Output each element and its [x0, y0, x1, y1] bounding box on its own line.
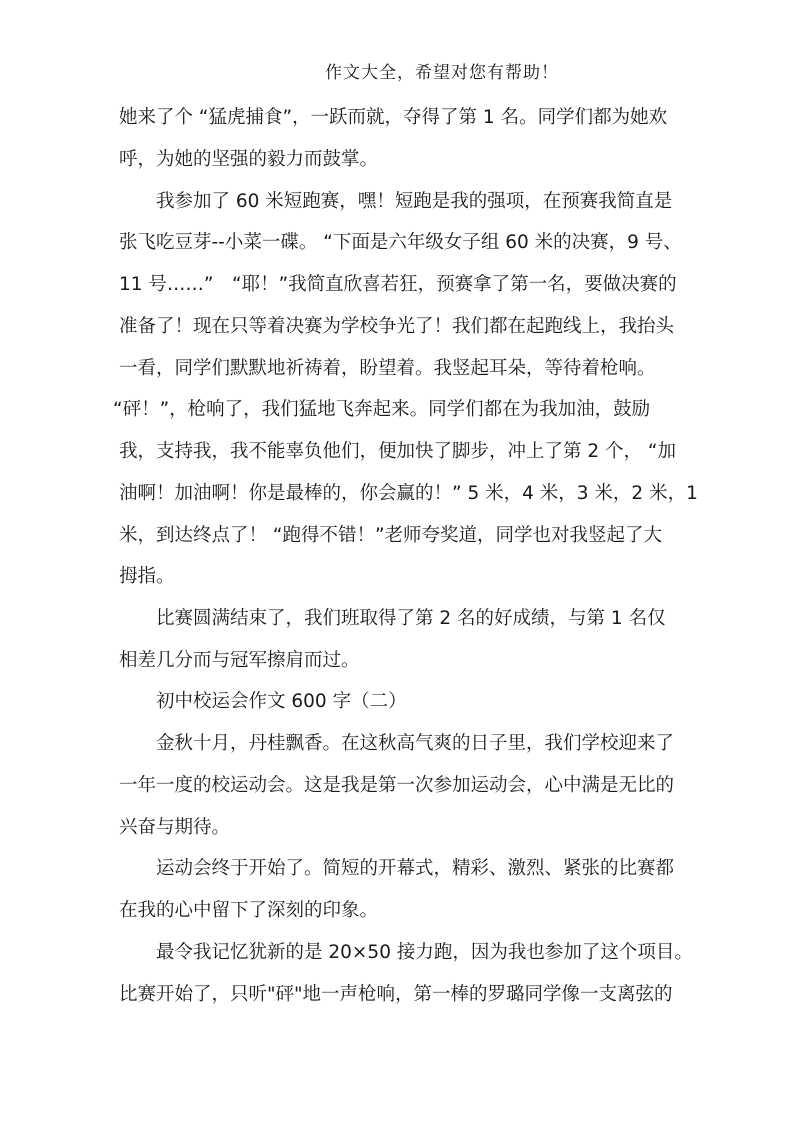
- text-line: 我，支持我，我不能辜负他们，便加快了脚步，冲上了第 2 个， “加: [119, 441, 676, 462]
- text-line: 呼，为她的坚强的毅力而鼓掌。: [119, 149, 379, 170]
- text-line: “砰！”，枪响了，我们猛地飞奔起来。同学们都在为我加油，鼓励: [113, 399, 651, 420]
- text-line: 运动会终于开始了。简短的开幕式，精彩、激烈、紧张的比赛都: [119, 858, 675, 879]
- text-line: 张飞吃豆芽--小菜一碟。 “下面是六年级女子组 60 米的决赛，9 号、: [119, 232, 682, 253]
- text-line: 比赛圆满结束了，我们班取得了第 2 名的好成绩，与第 1 名仅: [119, 608, 666, 629]
- text-line: 兴奋与期待。: [119, 817, 231, 838]
- text-line: 米，到达终点了！ “跑得不错！”老师夸奖道，同学也对我竖起了大: [119, 525, 663, 546]
- text-line: 一年一度的校运动会。这是我是第一次参加运动会，心中满是无比的: [119, 775, 675, 796]
- text-line: 在我的心中留下了深刻的印象。: [119, 900, 379, 921]
- text-line: 11 号……” “耶！”我简直欣喜若狂，预赛拿了第一名，要做决赛的: [119, 274, 677, 295]
- text-line: 准备了！现在只等着决赛为学校争光了！我们都在起跑线上，我抬头: [119, 316, 675, 337]
- text-line: 她来了个 “猛虎捕食”，一跃而就，夺得了第 1 名。同学们都为她欢: [119, 107, 668, 128]
- text-line: 比赛开始了，只听"砰"地一声枪响，第一棒的罗璐同学像一支离弦的: [119, 984, 673, 1005]
- text-line: 油啊！加油啊！你是最棒的，你会赢的！” 5 米，4 米，3 米，2 米，1: [119, 483, 698, 504]
- text-line: 相差几分而与冠军擦肩而过。: [119, 650, 360, 671]
- text-line: 金秋十月，丹桂飘香。在这秋高气爽的日子里，我们学校迎来了: [119, 733, 675, 754]
- section-heading: 初中校运会作文 600 字（二）: [119, 691, 407, 712]
- text-line: 拇指。: [119, 566, 175, 587]
- text-line: 一看，同学们默默地祈祷着，盼望着。我竖起耳朵，等待着枪响。: [119, 358, 656, 379]
- page-header: 作文大全，希望对您有帮助！: [325, 63, 559, 83]
- text-line: 我参加了 60 米短跑赛，嘿！短跑是我的强项，在预赛我简直是: [119, 191, 673, 212]
- text-line: 最令我记忆犹新的是 20×50 接力跑，因为我也参加了这个项目。: [119, 942, 693, 963]
